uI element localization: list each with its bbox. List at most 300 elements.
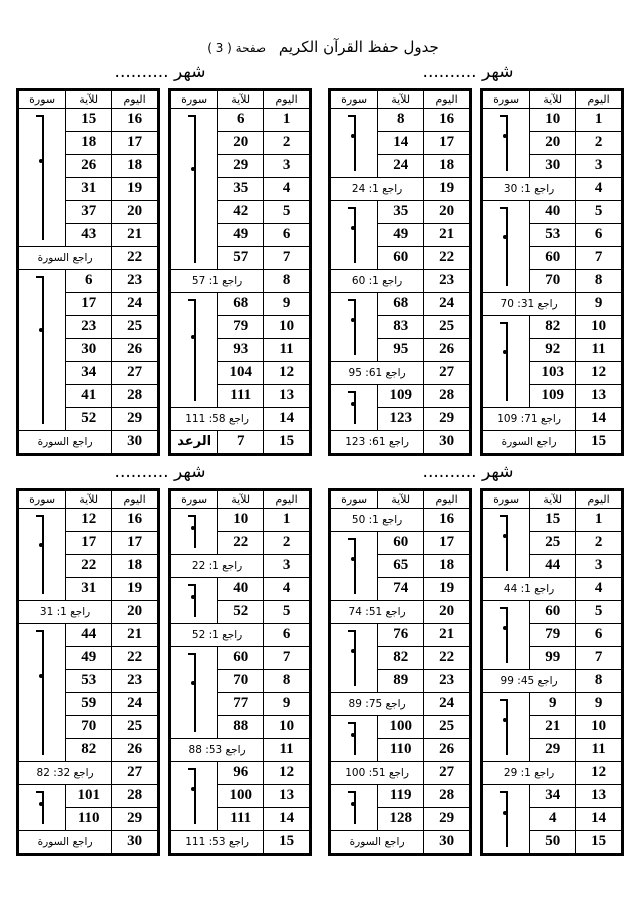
table-row [171, 430, 310, 453]
review-note: راجع 61: 95 [331, 361, 424, 384]
ayah-number: 17 [66, 531, 112, 554]
table-row [483, 784, 622, 807]
sura-text-cell [19, 784, 66, 830]
sura-text-cell [171, 108, 218, 269]
review-note: راجع السورة [331, 830, 424, 853]
ayah-number: 95 [378, 338, 424, 361]
day-number: 19 [112, 577, 158, 600]
ayah-number: 82 [378, 646, 424, 669]
review-note: راجع 45: 99 [483, 669, 576, 692]
table-row [483, 430, 622, 453]
ayah-number: 25 [530, 531, 576, 554]
day-number: 24 [112, 292, 158, 315]
ayah-number: 20 [530, 131, 576, 154]
ayah-number: 10 [530, 108, 576, 131]
sura-script-mark [354, 630, 356, 686]
sura-name: الرعد [171, 430, 218, 453]
ayah-number: 111 [218, 384, 264, 407]
table-row [171, 508, 310, 531]
table-row [171, 554, 310, 577]
day-number: 9 [576, 292, 622, 315]
sura-script-mark [354, 115, 356, 171]
ayah-number: 52 [66, 407, 112, 430]
ayah-number: 123 [378, 407, 424, 430]
day-number: 9 [576, 692, 622, 715]
sura-script-mark [506, 115, 508, 171]
ayah-number: 101 [66, 784, 112, 807]
sura-text-cell [331, 623, 378, 692]
day-number: 11 [576, 738, 622, 761]
sura-script-mark [194, 768, 196, 824]
ayah-number: 15 [66, 108, 112, 131]
review-note: راجع 1: 57 [171, 269, 264, 292]
schedule-table [328, 88, 472, 456]
table-row [171, 738, 310, 761]
sura-text-cell [483, 600, 530, 669]
day-number: 27 [112, 361, 158, 384]
page-title: جدول حفظ القرآن الكريم [278, 38, 439, 56]
table-row [171, 269, 310, 292]
ayah-number: 34 [530, 784, 576, 807]
column-header-sura: سورة [483, 91, 530, 109]
day-number: 26 [112, 738, 158, 761]
table-row [331, 292, 470, 315]
ayah-number: 60 [530, 246, 576, 269]
day-number: 20 [112, 200, 158, 223]
table-row [331, 108, 470, 131]
sura-script-mark [42, 276, 44, 424]
day-number: 18 [112, 554, 158, 577]
day-number: 16 [112, 508, 158, 531]
day-number: 11 [264, 338, 310, 361]
schedule-table [168, 488, 312, 856]
day-number: 2 [576, 131, 622, 154]
table-header-row [331, 91, 470, 109]
table-row [331, 177, 470, 200]
day-number: 9 [264, 292, 310, 315]
day-number: 7 [576, 246, 622, 269]
sura-text-cell [483, 692, 530, 761]
schedule-table [480, 488, 624, 856]
column-header-ayah: للآية [66, 491, 112, 509]
sura-script-mark [506, 515, 508, 571]
ayah-number: 119 [378, 784, 424, 807]
column-header-day: اليوم [424, 491, 470, 509]
ayah-number: 79 [530, 623, 576, 646]
day-number: 1 [576, 508, 622, 531]
day-number: 18 [112, 154, 158, 177]
day-number: 21 [424, 623, 470, 646]
column-header-day: اليوم [264, 91, 310, 109]
day-number: 1 [264, 108, 310, 131]
sura-text-cell [483, 315, 530, 407]
table-row [171, 108, 310, 131]
ayah-number: 60 [530, 600, 576, 623]
day-number: 20 [424, 200, 470, 223]
ayah-number: 60 [218, 646, 264, 669]
sura-text-cell [331, 108, 378, 177]
day-number: 27 [424, 361, 470, 384]
day-number: 25 [424, 315, 470, 338]
ayah-number: 89 [378, 669, 424, 692]
day-number: 5 [264, 600, 310, 623]
day-number: 7 [264, 246, 310, 269]
day-number: 12 [576, 361, 622, 384]
ayah-number: 17 [66, 292, 112, 315]
sura-script-mark [42, 115, 44, 240]
day-number: 1 [264, 508, 310, 531]
ayah-number: 31 [66, 177, 112, 200]
column-header-sura: سورة [331, 91, 378, 109]
day-number: 22 [112, 646, 158, 669]
table-row [331, 384, 470, 407]
table-row [331, 200, 470, 223]
table-row [19, 508, 158, 531]
day-number: 12 [576, 761, 622, 784]
table-row [331, 761, 470, 784]
day-number: 10 [264, 715, 310, 738]
column-header-day: اليوم [112, 491, 158, 509]
page-number-label: صفحة ( 3 ) [207, 41, 267, 55]
ayah-number: 29 [218, 154, 264, 177]
day-number: 21 [112, 623, 158, 646]
ayah-number: 10 [218, 508, 264, 531]
table-row [483, 108, 622, 131]
ayah-number: 26 [66, 154, 112, 177]
day-number: 2 [264, 131, 310, 154]
day-number: 14 [576, 807, 622, 830]
ayah-number: 110 [378, 738, 424, 761]
table-row [331, 600, 470, 623]
sura-text-cell [171, 577, 218, 623]
day-number: 29 [424, 407, 470, 430]
day-number: 27 [112, 761, 158, 784]
day-number: 24 [424, 692, 470, 715]
ayah-number: 70 [218, 669, 264, 692]
sura-script-mark [354, 538, 356, 594]
day-number: 28 [112, 784, 158, 807]
ayah-number: 4 [530, 807, 576, 830]
day-number: 16 [424, 108, 470, 131]
ayah-number: 103 [530, 361, 576, 384]
schedule-table [16, 88, 160, 456]
day-number: 27 [424, 761, 470, 784]
day-number: 25 [424, 715, 470, 738]
table-row [19, 830, 158, 853]
table-header-row [171, 491, 310, 509]
review-note: راجع 58: 111 [171, 407, 264, 430]
column-header-sura: سورة [171, 91, 218, 109]
table-row [483, 761, 622, 784]
schedule-table [16, 488, 160, 856]
table-row [483, 200, 622, 223]
day-number: 17 [424, 131, 470, 154]
table-row [171, 407, 310, 430]
day-number: 28 [424, 384, 470, 407]
day-number: 22 [424, 646, 470, 669]
day-number: 30 [112, 430, 158, 453]
review-note: راجع 71: 109 [483, 407, 576, 430]
table-row [483, 669, 622, 692]
ayah-number: 49 [66, 646, 112, 669]
day-number: 16 [424, 508, 470, 531]
day-number: 1 [576, 108, 622, 131]
day-number: 5 [576, 600, 622, 623]
ayah-number: 79 [218, 315, 264, 338]
ayah-number: 92 [530, 338, 576, 361]
day-number: 23 [424, 269, 470, 292]
ayah-number: 59 [66, 692, 112, 715]
month-heading: شهر .......... [422, 62, 514, 82]
table-row [171, 623, 310, 646]
sura-text-cell [331, 200, 378, 269]
ayah-number: 49 [378, 223, 424, 246]
month-heading: شهر .......... [114, 62, 206, 82]
day-number: 8 [576, 669, 622, 692]
sura-text-cell [171, 292, 218, 407]
day-number: 25 [112, 315, 158, 338]
day-number: 19 [424, 577, 470, 600]
day-number: 2 [576, 531, 622, 554]
day-number: 8 [264, 269, 310, 292]
day-number: 17 [424, 531, 470, 554]
day-number: 13 [576, 384, 622, 407]
table-row [171, 761, 310, 784]
table-row [331, 784, 470, 807]
column-header-ayah: للآية [530, 91, 576, 109]
sura-text-cell [331, 531, 378, 600]
sura-text-cell [19, 508, 66, 600]
day-number: 15 [264, 430, 310, 453]
day-number: 19 [112, 177, 158, 200]
review-note: راجع 51: 74 [331, 600, 424, 623]
ayah-number: 74 [378, 577, 424, 600]
day-number: 4 [264, 177, 310, 200]
ayah-number: 44 [66, 623, 112, 646]
review-note: راجع 1: 60 [331, 269, 424, 292]
table-header-row [19, 91, 158, 109]
sura-script-mark [506, 207, 508, 286]
ayah-number: 42 [218, 200, 264, 223]
day-number: 15 [576, 430, 622, 453]
ayah-number: 49 [218, 223, 264, 246]
review-note: راجع 1: 31 [19, 600, 112, 623]
ayah-number: 37 [66, 200, 112, 223]
day-number: 9 [264, 692, 310, 715]
column-header-ayah: للآية [218, 491, 264, 509]
sura-text-cell [171, 761, 218, 830]
day-number: 10 [576, 315, 622, 338]
sura-script-mark [354, 299, 356, 355]
column-header-ayah: للآية [218, 91, 264, 109]
page-header [0, 38, 638, 56]
sura-script-mark [42, 515, 44, 594]
review-note: راجع 32: 82 [19, 761, 112, 784]
day-number: 4 [576, 577, 622, 600]
day-number: 21 [424, 223, 470, 246]
ayah-number: 6 [66, 269, 112, 292]
table-header-row [483, 491, 622, 509]
ayah-number: 88 [218, 715, 264, 738]
sura-script-mark [354, 207, 356, 263]
sura-script-mark [194, 115, 196, 263]
ayah-number: 21 [530, 715, 576, 738]
ayah-number: 128 [378, 807, 424, 830]
column-header-day: اليوم [424, 91, 470, 109]
review-note: راجع 1: 52 [171, 623, 264, 646]
day-number: 6 [264, 223, 310, 246]
day-number: 18 [424, 154, 470, 177]
day-number: 26 [424, 338, 470, 361]
day-number: 11 [576, 338, 622, 361]
ayah-number: 70 [530, 269, 576, 292]
table-row [19, 784, 158, 807]
ayah-number: 82 [530, 315, 576, 338]
column-header-sura: سورة [483, 491, 530, 509]
column-header-day: اليوم [576, 491, 622, 509]
sura-text-cell [19, 269, 66, 430]
day-number: 28 [112, 384, 158, 407]
review-note: راجع 1: 50 [331, 508, 424, 531]
ayah-number: 83 [378, 315, 424, 338]
day-number: 24 [424, 292, 470, 315]
sura-text-cell [483, 508, 530, 577]
table-row [331, 508, 470, 531]
day-number: 14 [576, 407, 622, 430]
day-number: 21 [112, 223, 158, 246]
day-number: 13 [264, 784, 310, 807]
day-number: 4 [576, 177, 622, 200]
sura-text-cell [483, 108, 530, 177]
day-number: 6 [264, 623, 310, 646]
ayah-number: 41 [66, 384, 112, 407]
day-number: 24 [112, 692, 158, 715]
ayah-number: 109 [530, 384, 576, 407]
day-number: 3 [576, 554, 622, 577]
schedule-table [328, 488, 472, 856]
day-number: 14 [264, 807, 310, 830]
review-note: راجع 53: 111 [171, 830, 264, 853]
ayah-number: 22 [66, 554, 112, 577]
review-note: راجع السورة [19, 430, 112, 453]
ayah-number: 22 [218, 531, 264, 554]
review-note: راجع 53: 88 [171, 738, 264, 761]
day-number: 30 [424, 830, 470, 853]
day-number: 25 [112, 715, 158, 738]
table-row [19, 269, 158, 292]
ayah-number: 52 [218, 600, 264, 623]
column-header-day: اليوم [576, 91, 622, 109]
day-number: 22 [112, 246, 158, 269]
sura-script-mark [354, 722, 356, 755]
day-number: 15 [576, 830, 622, 853]
ayah-number: 96 [218, 761, 264, 784]
sura-script-mark [194, 515, 196, 548]
day-number: 29 [112, 407, 158, 430]
ayah-number: 30 [66, 338, 112, 361]
sura-script-mark [506, 607, 508, 663]
ayah-number: 34 [66, 361, 112, 384]
table-row [483, 600, 622, 623]
day-number: 10 [264, 315, 310, 338]
table-row [331, 715, 470, 738]
day-number: 5 [576, 200, 622, 223]
ayah-number: 76 [378, 623, 424, 646]
day-number: 19 [424, 177, 470, 200]
ayah-number: 110 [66, 807, 112, 830]
day-number: 28 [424, 784, 470, 807]
day-number: 3 [576, 154, 622, 177]
day-number: 17 [112, 131, 158, 154]
sura-script-mark [354, 791, 356, 824]
ayah-number: 12 [66, 508, 112, 531]
table-row [483, 692, 622, 715]
ayah-number: 77 [218, 692, 264, 715]
day-number: 30 [112, 830, 158, 853]
table-row [483, 177, 622, 200]
table-row [331, 430, 470, 453]
ayah-number: 50 [530, 830, 576, 853]
ayah-number: 53 [530, 223, 576, 246]
review-note: راجع 51: 100 [331, 761, 424, 784]
ayah-number: 43 [66, 223, 112, 246]
table-row [171, 830, 310, 853]
sura-script-mark [354, 391, 356, 424]
table-header-row [483, 91, 622, 109]
review-note: راجع 1: 24 [331, 177, 424, 200]
ayah-number: 60 [378, 246, 424, 269]
day-number: 11 [264, 738, 310, 761]
table-row [171, 646, 310, 669]
day-number: 12 [264, 761, 310, 784]
column-header-sura: سورة [331, 491, 378, 509]
ayah-number: 35 [218, 177, 264, 200]
table-row [483, 577, 622, 600]
ayah-number: 109 [378, 384, 424, 407]
table-row [331, 623, 470, 646]
column-header-ayah: للآية [66, 91, 112, 109]
sura-script-mark [194, 299, 196, 401]
ayah-number: 18 [66, 131, 112, 154]
day-number: 23 [424, 669, 470, 692]
day-number: 17 [112, 531, 158, 554]
column-header-ayah: للآية [378, 491, 424, 509]
column-header-sura: سورة [19, 91, 66, 109]
review-note: راجع 1: 29 [483, 761, 576, 784]
schedule-table [168, 88, 312, 456]
ayah-number: 68 [218, 292, 264, 315]
review-note: راجع السورة [19, 830, 112, 853]
month-heading: شهر .......... [422, 462, 514, 482]
review-note: راجع السورة [483, 430, 576, 453]
ayah-number: 82 [66, 738, 112, 761]
review-note: راجع 1: 30 [483, 177, 576, 200]
sura-text-cell [483, 784, 530, 853]
day-number: 14 [264, 407, 310, 430]
day-number: 6 [576, 623, 622, 646]
sura-script-mark [42, 630, 44, 755]
day-number: 4 [264, 577, 310, 600]
table-row [19, 761, 158, 784]
ayah-number: 111 [218, 807, 264, 830]
day-number: 20 [112, 600, 158, 623]
ayah-number: 65 [378, 554, 424, 577]
ayah-number: 8 [378, 108, 424, 131]
table-row [483, 292, 622, 315]
column-header-sura: سورة [171, 491, 218, 509]
ayah-number: 40 [218, 577, 264, 600]
column-header-day: اليوم [112, 91, 158, 109]
